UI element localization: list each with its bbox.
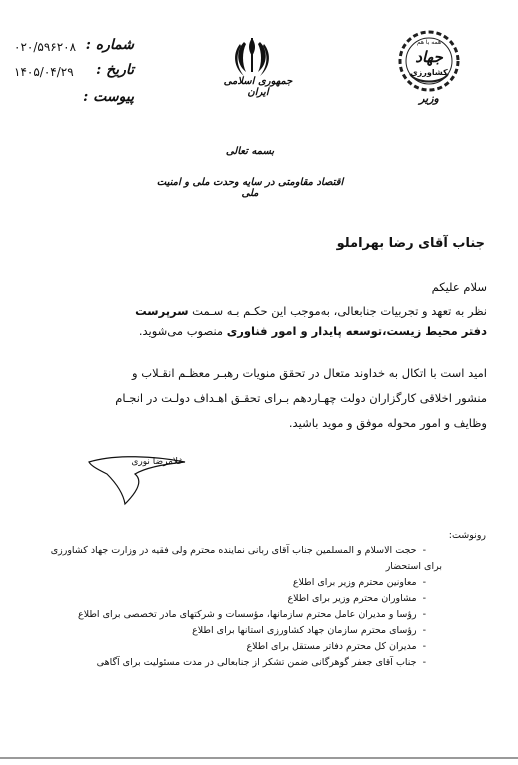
signature-block xyxy=(85,452,195,506)
appointment-line-2 xyxy=(60,321,487,341)
cc-item xyxy=(40,575,426,591)
letter-date-value: ۱۴۰۵/۰۴/۲۹ xyxy=(14,65,74,79)
cc-item xyxy=(40,543,426,559)
signatory-name: غلامرضا نوری xyxy=(131,457,183,467)
recipient-name: جناب آقای رضا بهراملو xyxy=(336,236,485,251)
letter-number-label: شماره : xyxy=(85,37,134,53)
cc-item xyxy=(40,591,426,607)
cc-item-text: مدیران کل محترم دفاتر مستقل برای اطلاع xyxy=(246,641,417,652)
wishes-line: امید است با اتکال به خداوند متعال در تحقق منویات رهبـر معظـم انقـلاب و xyxy=(132,366,487,380)
cc-item-text: مشاوران محترم وزیر برای اطلاع xyxy=(287,593,417,604)
cc-bullet: - xyxy=(422,577,426,588)
cc-item xyxy=(40,623,426,639)
cc-item xyxy=(40,655,426,671)
slogan: اقتصاد مقاومتی در سایه وحدت ملی و امنیت ملی xyxy=(156,177,344,199)
invocation: بسمه تعالی xyxy=(225,146,275,157)
cc-bullet: - xyxy=(422,545,426,556)
appointment-paragraph xyxy=(60,301,487,341)
page-bottom-rule xyxy=(0,757,518,759)
wishes-paragraph xyxy=(60,361,487,436)
cc-bullet: - xyxy=(422,593,426,604)
ministry-logo-caption: وزیر xyxy=(419,92,439,105)
cc-item xyxy=(40,607,426,623)
appointment-line-1 xyxy=(60,301,487,321)
iran-emblem-icon xyxy=(232,34,272,78)
ministry-logo-sub-text: کشاورزی xyxy=(410,68,448,77)
wishes-line: وظایف و امور محوله موفق و موید باشید. xyxy=(288,416,487,430)
cc-item-text: معاونین محترم وزیر برای اطلاع xyxy=(292,577,417,588)
wishes-line: منشور اخلاقی کارگزاران دولت چهـاردهم بـرای تحقـق اهـداف دولـت در انجـام xyxy=(115,391,487,405)
cc-bullet: - xyxy=(422,609,426,620)
cc-bullet: - xyxy=(422,625,426,636)
appointment-office-name: دفتر محیط زیست،توسعه پایدار و امور فناوری xyxy=(226,324,487,338)
appointment-line-1-text: نظر به تعهد و تجربیات جنابعالی، به‌موجب این حکـم بـه سـمت xyxy=(188,304,487,318)
cc-item xyxy=(40,639,426,655)
cc-bullet: - xyxy=(422,641,426,652)
greeting: سلام علیکم xyxy=(431,280,487,294)
cc-list xyxy=(40,543,442,671)
cc-heading: رونوشت: xyxy=(448,530,486,541)
cc-item-continuation: برای استحضار xyxy=(385,561,442,572)
letter-header-meta xyxy=(14,34,134,114)
letter-date-label: تاریخ : xyxy=(96,62,134,78)
cc-item-text: رؤسای محترم سازمان جهاد کشاورزی استانها برای اطلاع xyxy=(192,625,417,636)
cc-item-text: رؤسا و مدیران عامل محترم سازمانها، مؤسسات و شرکتهای مادر تخصصی برای اطلاع xyxy=(78,609,417,620)
ministry-logo xyxy=(396,28,462,94)
iran-emblem xyxy=(232,34,272,78)
letter-number-value: ۰۲۰/۵۹۶۲۰۸ xyxy=(14,40,77,54)
ministry-logo-small-text: همه با هم xyxy=(416,39,442,46)
appointment-position-title: سرپرست xyxy=(135,304,189,318)
ministry-logo-main-text: جهاد xyxy=(415,48,443,66)
cc-bullet: - xyxy=(422,657,426,668)
cc-item-text: جناب آقای جعفر گوهرگانی ضمن تشکر از جنابعالی در مدت مسئولیت برای آگاهی xyxy=(96,657,417,668)
letter-attachment-label: پیوست : xyxy=(83,89,134,105)
cc-item-text: حجت الاسلام و المسلمین جناب آقای ربانی نماینده محترم ولی فقیه در وزارت جهاد کشاورزی xyxy=(50,545,417,556)
appointment-line-2-text: منصوب می‌شوید. xyxy=(138,324,227,338)
iran-emblem-caption: جمهوری اسلامی ایران xyxy=(223,76,293,98)
